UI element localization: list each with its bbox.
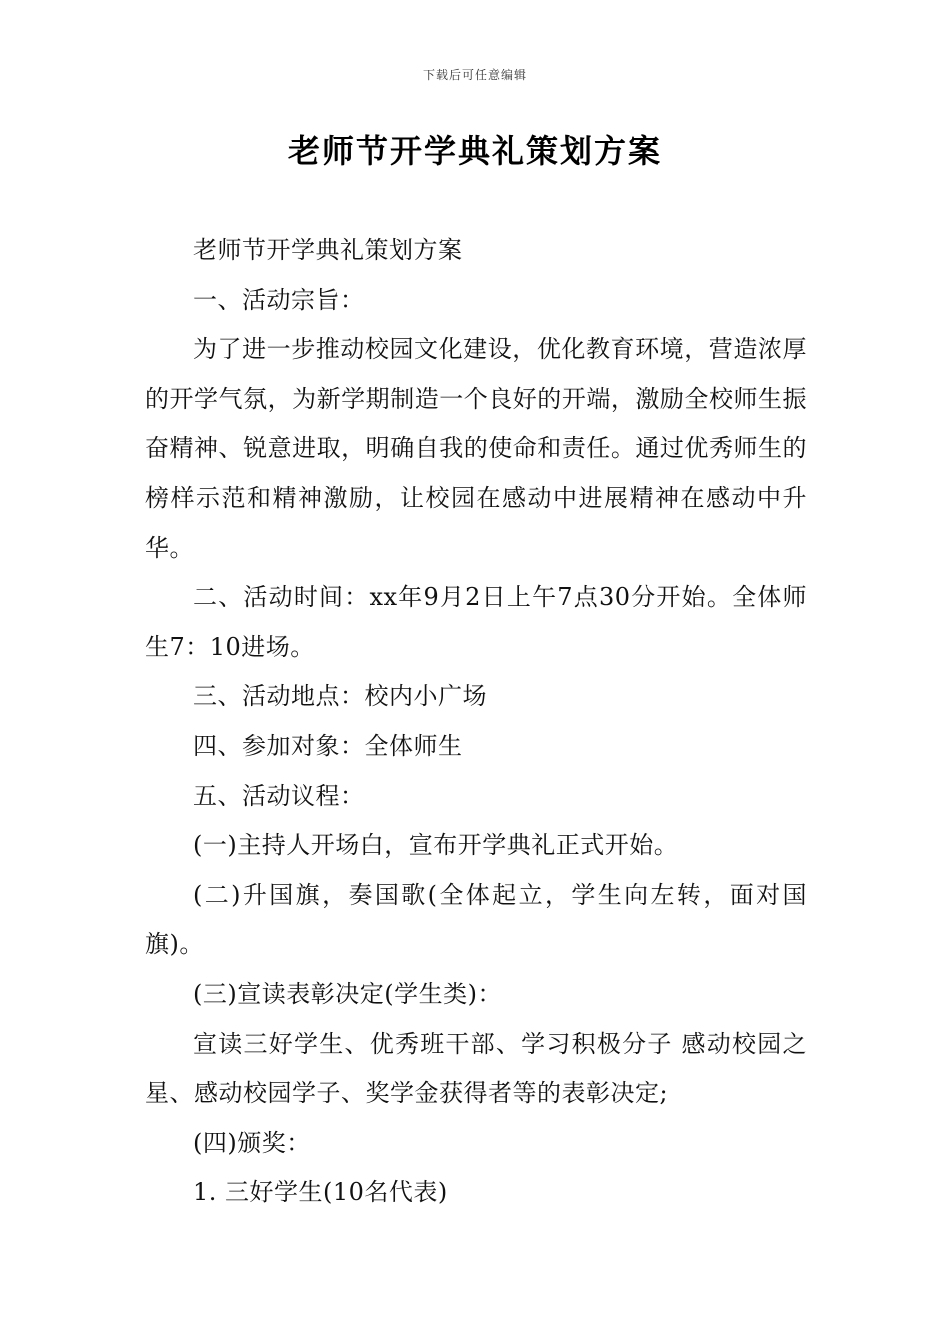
paragraph-agenda-item-2: (二)升国旗，奏国歌(全体起立，学生向左转，面对国旗)。 — [145, 880, 807, 959]
paragraph-section-time: 二、活动时间：xx年9月2日上午7点30分开始。全体师生7：10进场。 — [145, 583, 807, 661]
paragraph-awards-text: 宣读三好学生、优秀班干部、学习积极分子 感动校园之星、感动校园学子、奖学金获得者等的表彰决定; — [145, 1029, 807, 1108]
paragraph-section-agenda: 五、活动议程： — [193, 781, 365, 810]
paragraph-agenda-item-1: (一)主持人开场白，宣布开学典礼正式开始。 — [193, 831, 679, 860]
paragraph-section-participants: 四、参加对象：全体师生 — [193, 731, 463, 760]
paragraph-section-location: 三、活动地点：校内小广场 — [193, 682, 487, 711]
paragraph-agenda-item-4: (四)颁奖： — [193, 1128, 311, 1157]
paragraph-agenda-item-3: (三)宣读表彰决定(学生类)： — [193, 979, 502, 1008]
paragraph-award-list-item-1: 1. 三好学生(10名代表) — [193, 1178, 448, 1207]
header-note: 下载后可任意编辑 — [422, 68, 527, 82]
paragraph-section-purpose: 一、活动宗旨： — [193, 285, 365, 314]
document-title: 老师节开学典礼策划方案 — [287, 132, 662, 170]
paragraph-purpose-text: 为了进一步推动校园文化建设，优化教育环境，营造浓厚的开学气氛，为新学期制造一个良好的开端，激励全校师生振奋精神、锐意进取，明确自我的使命和责任。通过优秀师生的榜样示范和精神激励，让校园在感动中进展精神在感动中升华。 — [145, 335, 807, 562]
paragraph-subtitle: 老师节开学典礼策划方案 — [193, 236, 463, 264]
document-body — [145, 226, 807, 1218]
